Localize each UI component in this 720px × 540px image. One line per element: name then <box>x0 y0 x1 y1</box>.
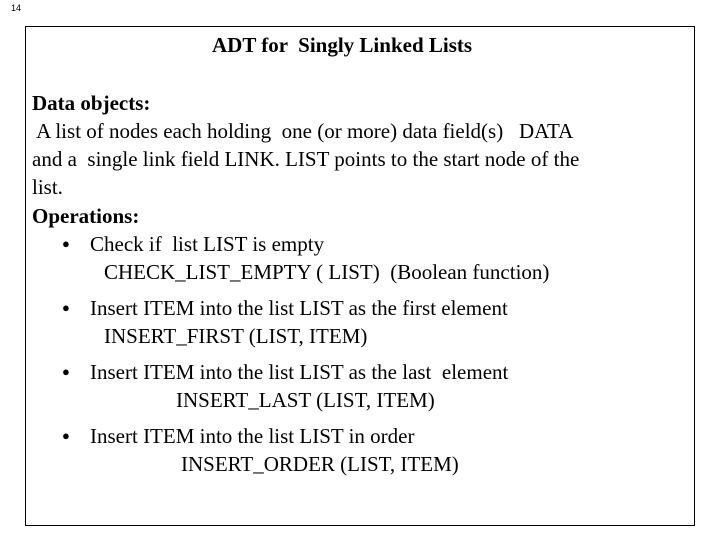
operation-4-text: Insert ITEM into the list LIST in order <box>90 424 415 448</box>
slide-title: ADT for Singly Linked Lists <box>212 33 473 57</box>
operation-1-call: CHECK_LIST_EMPTY ( LIST) (Boolean function) <box>104 260 550 284</box>
operation-4-call: INSERT_ORDER (LIST, ITEM) <box>181 452 459 476</box>
bullet-icon: ● <box>62 300 70 315</box>
data-objects-heading: Data objects: <box>32 91 151 115</box>
operations-heading: Operations: <box>32 204 140 228</box>
operation-2-text: Insert ITEM into the list LIST as the first element <box>90 296 508 320</box>
bullet-icon: ● <box>62 364 70 379</box>
bullet-icon: ● <box>62 428 70 443</box>
bullet-icon: ● <box>62 236 70 251</box>
operation-3-text: Insert ITEM into the list LIST as the last element <box>90 360 509 384</box>
operation-2-call: INSERT_FIRST (LIST, ITEM) <box>104 324 368 348</box>
operation-1-text: Check if list LIST is empty <box>90 232 325 256</box>
data-objects-line-2: and a single link field LINK. LIST points to the start node of the <box>32 147 580 171</box>
page-number: 14 <box>11 3 22 13</box>
data-objects-line-1: A list of nodes each holding one (or more) data field(s) DATA <box>32 119 574 143</box>
data-objects-line-3: list. <box>32 175 63 199</box>
operation-3-call: INSERT_LAST (LIST, ITEM) <box>176 388 435 412</box>
